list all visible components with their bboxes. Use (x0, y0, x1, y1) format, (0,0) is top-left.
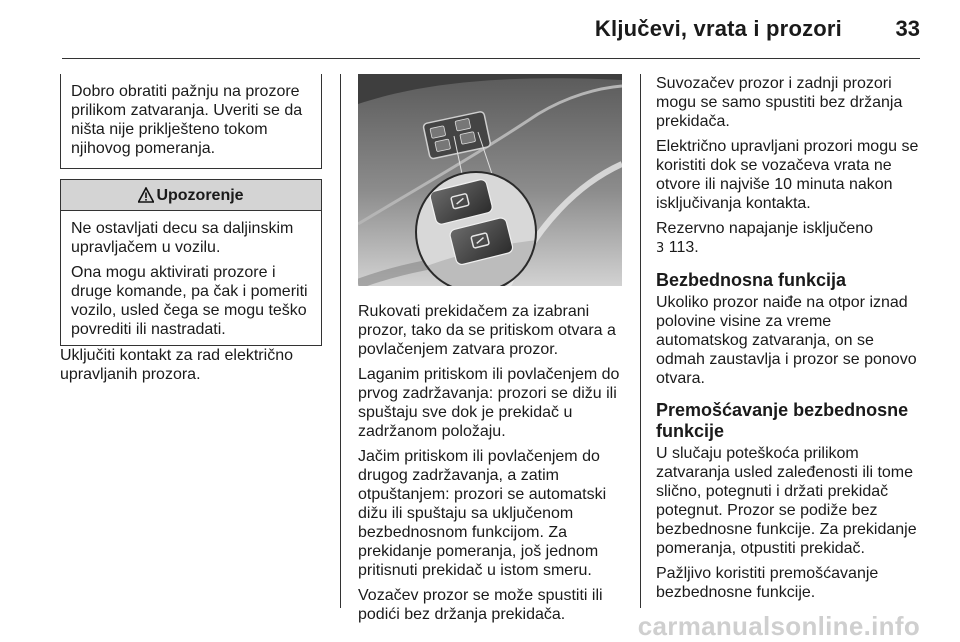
body-paragraph: Suvozačev prozor i zadnji prozori mogu se samo spustiti bez držanja prekidača. (656, 75, 903, 130)
header-rule (62, 58, 920, 59)
column-divider (640, 74, 641, 608)
body-paragraph: U slučaju poteškoća prilikom zatvaranja usled zaleđenosti ili tome slično, potegnuti i držati prekidač potegnut. Prozor se podiže bez bezbednosne funkcije. Za prekidanje pomeranja, otpustiti prekidač. (656, 445, 917, 557)
warning-paragraph: Ne ostavljati decu sa daljinskim upravljačem u vozilu. (71, 220, 294, 256)
note-text: Dobro obratiti pažnju na prozore prilikom zatvaranja. Uveriti se da ništa nije priklješteno tokom njihovog pomeranja. (71, 83, 303, 157)
reference-text: Rezervno napajanje isključeno (656, 220, 874, 237)
page-reference-link[interactable]: 113. (664, 239, 699, 256)
watermark: carmanualsonline.info (637, 611, 920, 641)
body-paragraph: Jačim pritiskom ili povlačenjem do drugog zadržavanja, a zatim otpuštanjem: prozori se automatski dižu ili spuštaju sa uključenom bezbednosnom funkcijom. Za prekidanje pomeranja, još jednom pritisnuti prekidač u istom smeru. (358, 448, 607, 579)
body-paragraph: Pažljivo koristiti premošćavanje bezbednosne funkcije. (656, 565, 879, 601)
column-2 (358, 74, 624, 630)
column-3 (656, 74, 926, 608)
page-header (0, 0, 960, 60)
warning-triangle-icon (138, 187, 154, 203)
body-paragraph: Laganim pritiskom ili povlačenjem do prvog zadržavanja: prozori se dižu ili spuštaju sve dok je prekidač u zadržanom položaju. (358, 366, 620, 440)
section-heading: Bezbednosna funkcija (656, 270, 847, 290)
warning-box (60, 179, 322, 346)
window-switch-panel-illustration (358, 74, 622, 286)
chapter-title: Ključevi, vrata i prozori (594, 16, 842, 41)
warning-body (61, 211, 321, 345)
warning-paragraph: Ona mogu aktivirati prozore i druge komande, pa čak i pomeriti vozilo, usled čega se mogu teško povrediti ili nastradati. (71, 264, 308, 338)
note-box (60, 74, 322, 169)
section-heading: Premošćavanje bezbednosne funkcije (656, 400, 909, 441)
body-paragraph (656, 219, 926, 258)
warning-header (61, 180, 321, 211)
page-number: 33 (895, 16, 920, 41)
body-paragraph: Rukovati prekidačem za izabrani prozor, tako da se pritiskom otvara a povlačenjem zatvara prozor. (358, 303, 616, 358)
column-1 (60, 74, 322, 390)
body-paragraph: Vozačev prozor se može spustiti ili podići bez držanja prekidača. (358, 587, 603, 623)
warning-title: Upozorenje (156, 186, 244, 204)
ignition-note: Uključiti kontakt za rad električno upravljanih prozora. (60, 347, 293, 383)
body-paragraph: Električno upravljani prozori mogu se koristiti dok se vozačeva vrata ne otvore ili najviše 10 minuta nakon isključivanja kontakta. (656, 138, 919, 212)
column-divider (340, 74, 341, 608)
page-reference-arrow-icon: 3 (656, 241, 665, 256)
body-paragraph: Ukoliko prozor naiđe na otpor iznad polovine visine za vreme automatskog zatvaranja, on se odmah zaustavlja i prozor se ponovo otvara. (656, 294, 917, 387)
